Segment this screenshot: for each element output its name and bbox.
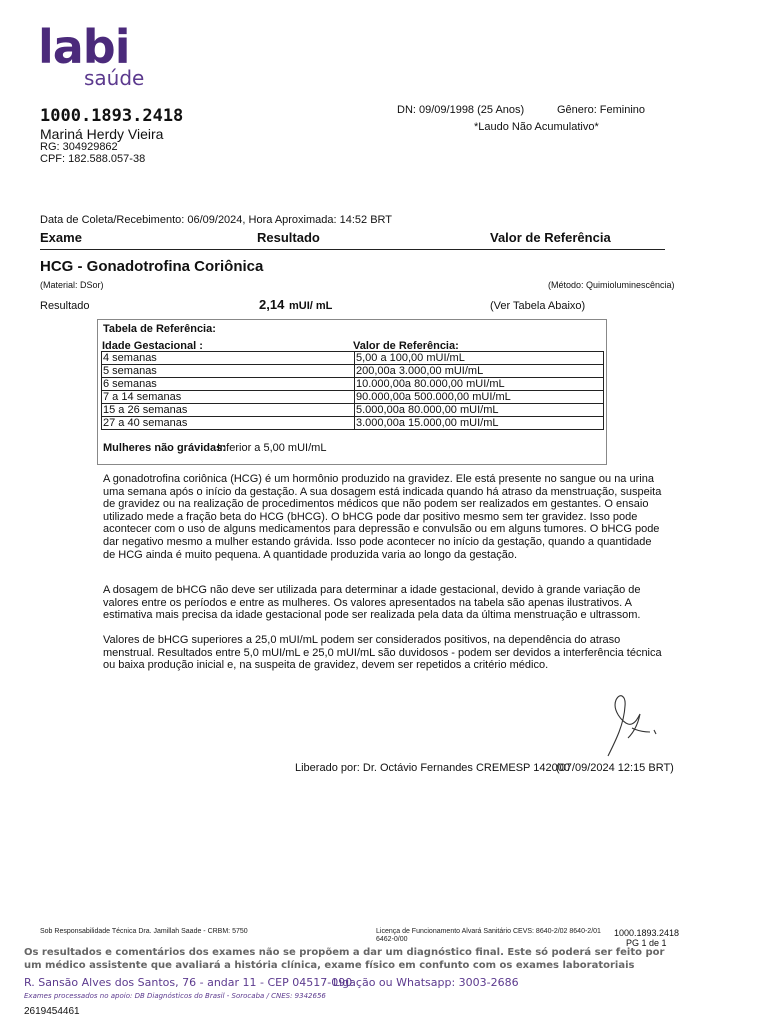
release-doctor: Liberado por: Dr. Octávio Fernandes CREMESP 142000 <box>295 762 570 774</box>
explanation-paragraph-1: A gonadotrofina coriônica (HCG) é um hormônio produzido na gravidez. Ele está presente no sangue ou na urina uma semana após o início da gestação. A sua dosagem está indicada quando há atraso da menstruação, suspeita de gravidez ou na realização de procedimentos médicos que não podem ser realizados em gestantes. O ensaio utilizado mede a fração beta do HCG (bHCG). O bHCG pode dar positivo mesmo sem ter gravidez. Isso pode acontecer com o uso de alguns medicamentos para depressão e convulsão ou em alguns tumores. O bHCG pode dar negativo mesmo a mulher estando grávida. Isso pode acontecer no início da gestação, quando a quantidade de HCG ainda é muito pequena. A quantidade produzida varia ao longo da gestação. <box>103 473 662 561</box>
explanation-paragraph-3: Valores de bHCG superiores a 25,0 mUI/mL podem ser considerados positivos, na dependência do atraso menstrual. Resultados entre 5,0 mUI/mL e 25,0 mUI/mL são duvidosos - podem ser devidos a interferência técnica ou baixa produção inicial e, na suspeita de gravidez, devem ser repetidos a critério médico. <box>103 634 662 672</box>
patient-dn: DN: 09/09/1998 (25 Anos) <box>397 104 525 116</box>
non-pregnant-label: Mulheres não grávidas: <box>103 442 226 454</box>
age-cell: 4 semanas <box>102 352 355 365</box>
table-row <box>102 417 604 430</box>
patient-name: Mariná Herdy Vieira <box>40 126 164 142</box>
header-result: Resultado <box>257 230 320 245</box>
result-unit: mUI/ mL <box>289 300 333 312</box>
table-row <box>102 391 604 404</box>
laudo-note: *Laudo Não Acumulativo* <box>474 121 599 133</box>
value-cell: 5.000,00a 80.000,00 mUI/mL <box>355 404 604 417</box>
age-cell: 6 semanas <box>102 378 355 391</box>
result-reference: (Ver Tabela Abaixo) <box>490 300 586 312</box>
header-exam: Exame <box>40 230 82 245</box>
age-cell: 5 semanas <box>102 365 355 378</box>
license-info: Licença de Funcionamento Alvará Sanitário CEVS: 8640-2/02 8640-2/01 6462-0/00 <box>376 928 601 943</box>
patient-gender: Gênero: Feminino <box>557 104 646 116</box>
patient-id: 1000.1893.2418 <box>40 106 184 126</box>
exam-title: HCG - Gonadotrofina Coriônica <box>40 258 264 275</box>
header-reference: Valor de Referência <box>490 230 611 245</box>
collection-date: Data de Coleta/Recebimento: 06/09/2024, Hora Aproximada: 14:52 BRT <box>40 214 393 226</box>
reference-table-title: Tabela de Referência: <box>103 323 216 335</box>
patient-rg: RG: 304929862 <box>40 141 118 153</box>
result-value: 2,14 <box>259 297 285 312</box>
age-cell: 27 a 40 semanas <box>102 417 355 430</box>
table-row <box>102 365 604 378</box>
value-cell: 5,00 a 100,00 mUI/mL <box>355 352 604 365</box>
table-row <box>102 352 604 365</box>
non-pregnant-value: Inferior a 5,00 mUI/mL <box>217 442 327 454</box>
lab-address: R. Sansão Alves dos Santos, 76 - andar 11 - CEP 04517-090 <box>24 976 353 989</box>
disclaimer-line-2: um médico assistente que avaliará a história clínica, exame físico em confunto com os exames laboratoriais <box>24 960 635 971</box>
labi-logo <box>38 20 145 90</box>
page-number: PG 1 de 1 <box>626 938 667 948</box>
exam-material: (Material: DSor) <box>40 280 104 290</box>
value-cell: 3.000,00a 15.000,00 mUI/mL <box>355 417 604 430</box>
disclaimer-line-1: Os resultados e comentários dos exames não se propõem a dar um diagnóstico final. Este só poderá ser feito por <box>24 947 665 958</box>
result-label: Resultado <box>40 300 90 312</box>
document-code: 2619454461 <box>24 1006 80 1017</box>
lab-contact: Ligação ou Whatsapp: 3003-2686 <box>333 976 519 989</box>
explanation-paragraph-2: A dosagem de bHCG não deve ser utilizada para determinar a idade gestacional, devido à grande variação de valores entre os períodos e entre as mulheres. Os valores apresentados na tabela são apenas ilustrativos. A estimativa mais precisa da idade gestacional pode ser realizada pela data da última menstruação e ultrassom. <box>103 584 641 622</box>
ref-col-age: Idade Gestacional : <box>102 340 203 352</box>
logo-subtitle: saúde <box>84 66 145 90</box>
value-cell: 90.000,00a 500.000,00 mUI/mL <box>355 391 604 404</box>
value-cell: 200,00a 3.000,00 mUI/mL <box>355 365 604 378</box>
footer-report-id: 1000.1893.2418 <box>614 928 680 938</box>
logo-wordmark: labi <box>38 20 130 74</box>
technical-responsibility: Sob Responsabilidade Técnica Dra. Jamillah Saade - CRBM: 5750 <box>40 928 248 935</box>
age-cell: 7 a 14 semanas <box>102 391 355 404</box>
reference-table <box>101 351 604 430</box>
doctor-signature <box>598 688 662 760</box>
patient-cpf: CPF: 182.588.057-38 <box>40 153 146 165</box>
table-row <box>102 378 604 391</box>
exam-method: (Método: Quimioluminescência) <box>548 280 675 290</box>
header-divider <box>40 249 665 250</box>
age-cell: 15 a 26 semanas <box>102 404 355 417</box>
support-lab: Exames processados no apoio: DB Diagnósticos do Brasil - Sorocaba / CNES: 9342656 <box>24 992 326 1000</box>
ref-col-value: Valor de Referência: <box>353 340 459 352</box>
release-date: (07/09/2024 12:15 BRT) <box>556 762 674 774</box>
value-cell: 10.000,00a 80.000,00 mUI/mL <box>355 378 604 391</box>
table-row <box>102 404 604 417</box>
